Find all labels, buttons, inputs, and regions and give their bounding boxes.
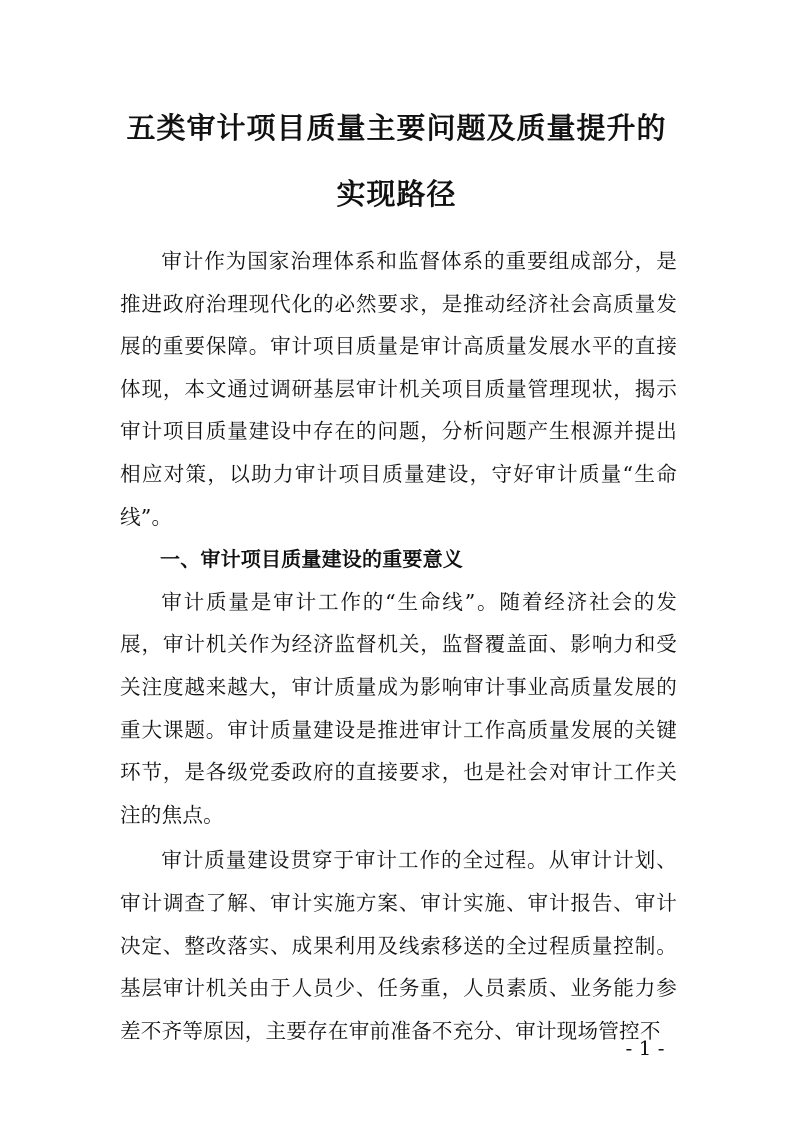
section-heading-1: 一、审计项目质量建设的重要意义 — [160, 547, 463, 572]
document-title-line-1: 五类审计项目质量主要问题及质量提升的 — [126, 111, 667, 145]
paragraph-intro: 审计作为国家治理体系和监督体系的重要组成部分，是推进政府治理现代化的必然要求，是推动经济社会高质量发展的重要保障。审计项目质量是审计高质量发展水平的直接体现，本文通过调研基层审计机关项目质量管理现状，揭示审计项目质量建设中存在的问题，分析问题产生根源并提出相应对策，以助力审计项目质量建设，守好审计质量“生命线”。 — [120, 249, 677, 529]
page-number: - 1 - — [625, 1036, 665, 1060]
paragraph-significance: 审计质量是审计工作的“生命线”。随着经济社会的发展，审计机关作为经济监督机关，监督覆盖面、影响力和受关注度越来越大，审计质量成为影响审计事业高质量发展的重大课题。审计质量建设是推进审计工作高质量发展的关键环节，是各级党委政府的直接要求，也是社会对审计工作关注的焦点。 — [120, 589, 677, 827]
document-body — [120, 240, 677, 1052]
paragraph-process: 审计质量建设贯穿于审计工作的全过程。从审计计划、审计调查了解、审计实施方案、审计实施、审计报告、审计决定、整改落实、成果利用及线索移送的全过程质量控制。基层审计机关由于人员少、任务重，人员素质、业务能力参差不齐等原因，主要存在审前准备不充分、审计现场管控不 — [120, 848, 677, 1043]
document-title-line-2: 实现路径 — [336, 177, 457, 211]
